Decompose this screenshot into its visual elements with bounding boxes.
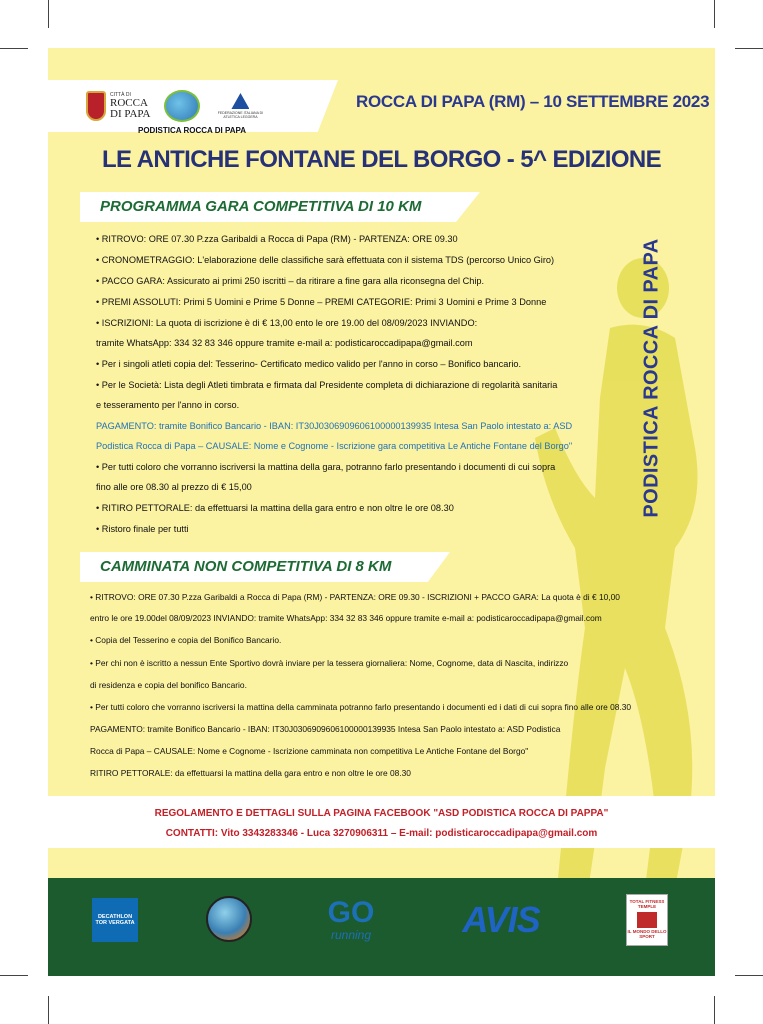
podistica-logo-icon — [164, 90, 200, 122]
flyer-page — [48, 48, 715, 976]
detail-line: entro le ore 19.00del 08/09/2023 INVIANDO: tramite WhatsApp: 334 32 83 346 oppure tramite e-mail a: podisticaroccadipapa@gmail.com — [90, 613, 602, 623]
fidal-mark-icon — [231, 93, 249, 109]
crop-mark — [48, 996, 49, 1024]
fitness-label: TOTAL FITNESS TEMPLE — [629, 899, 665, 910]
facebook-rules-line: REGOLAMENTO E DETTAGLI SULLA PAGINA FACEBOOK "ASD PODISTICA ROCCA DI PAPPA" — [154, 808, 609, 819]
detail-line: • Per le Società: Lista degli Atleti timbrata e firmata dal Presidente completa di dichiarazione di regolarità sanitaria — [96, 380, 558, 390]
fitness-mark-icon — [637, 912, 657, 928]
round-sponsor-icon — [206, 896, 252, 942]
detail-line: • RITROVO: ORE 07.30 P.zza Garibaldi a Rocca di Papa (RM) - PARTENZA: ORE 09.30 — [96, 234, 458, 244]
detail-line: Rocca di Papa – CAUSALE: Nome e Cognome - Iscrizione camminata non competitiva Le Antiche Fontane del Borgo" — [90, 746, 529, 756]
decathlon-label: DECATHLON — [97, 914, 133, 920]
decathlon-sub-label: TOR VERGATA — [95, 920, 135, 926]
go-label: GO — [327, 896, 375, 929]
city-name-2: DI PAPA — [110, 107, 151, 120]
podistica-label: PODISTICA ROCCA DI PAPA — [138, 126, 247, 135]
sponsor-strip — [48, 878, 715, 976]
crop-mark — [714, 996, 715, 1024]
detail-line: • Per i singoli atleti copia del: Tesserino- Certificato medico valido per l'anno in corso – Bonifico bancario. — [96, 359, 522, 369]
crop-mark — [0, 975, 28, 976]
competitive-title: PROGRAMMA GARA COMPETITIVA DI 10 KM — [100, 198, 422, 215]
detail-line: di residenza e copia del bonifico Bancario. — [90, 680, 247, 690]
fidal-logo — [214, 93, 266, 119]
payment-line: PAGAMENTO: tramite Bonifico Bancario - IBAN: IT30J0306909606100000139935 Intesa San Paolo intestato a: ASD — [96, 421, 573, 431]
fidal-text: FEDERAZIONE ITALIANA DI ATLETICA LEGGERA — [217, 111, 264, 119]
city-small-label: CITTÀ DI — [110, 91, 131, 98]
main-title: LE ANTICHE FONTANE DEL BORGO - 5^ EDIZIONE — [101, 146, 662, 173]
contacts-line: CONTATTI: Vito 3343283346 - Luca 3270906311 – E-mail: podisticaroccadipapa@gmail.com — [165, 828, 598, 839]
crop-mark — [735, 975, 763, 976]
crop-mark — [48, 0, 49, 28]
detail-line: • Per tutti coloro che vorranno iscriversi la mattina della camminata potranno farlo presentando i documenti ed i dati di cui sopra fino alle ore 08.30 — [90, 702, 632, 712]
logos-row — [86, 84, 266, 128]
running-label: running — [330, 928, 372, 942]
city-crest-icon — [86, 91, 106, 121]
detail-line: • Per tutti coloro che vorranno iscriversi la mattina della gara, potranno farlo presentando i documenti di cui sopra — [96, 462, 556, 472]
fitness-sub-label: IL MONDO DELLO SPORT — [627, 929, 667, 939]
city-name-1: ROCCA — [110, 96, 148, 109]
crop-mark — [735, 48, 763, 49]
detail-line: • Copia del Tesserino e copia del Bonifico Bancario. — [90, 635, 282, 645]
detail-line: • RITIRO PETTORALE: da effettuarsi la mattina della gara entro e non oltre le ore 08.30 — [96, 503, 454, 513]
detail-line: tramite WhatsApp: 334 32 83 346 oppure tramite e-mail a: podisticaroccadipapa@gmail.com — [96, 338, 473, 348]
detail-line: RITIRO PETTORALE: da effettuarsi la mattina della gara entro e non oltre le ore 08.30 — [90, 768, 411, 778]
detail-line: • RITROVO: ORE 07.30 P.zza Garibaldi a Rocca di Papa (RM) - PARTENZA: ORE 09.30 - ISCRIZIONI + PACCO GARA: La quota è di € 10,00 — [90, 592, 620, 602]
event-date-title: ROCCA DI PAPA (RM) – 10 SETTEMBRE 2023 — [356, 92, 710, 111]
detail-line: • PREMI ASSOLUTI: Primi 5 Uomini e Prime 5 Donne – PREMI CATEGORIE: Primi 3 Uomini e Prime 3 Donne — [96, 297, 547, 307]
decathlon-logo — [92, 898, 138, 942]
city-logo — [86, 91, 150, 121]
detail-line: fino alle ore 08.30 al prezzo di € 15,00 — [96, 482, 252, 492]
avis-logo: AVIS — [462, 899, 540, 940]
crop-mark — [0, 48, 28, 49]
detail-line: e tesseramento per l'anno in corso. — [96, 400, 240, 410]
footer-info-panel — [48, 796, 715, 848]
vertical-club-title: PODISTICA ROCCA DI PAPA — [640, 238, 663, 518]
detail-line: PAGAMENTO: tramite Bonifico Bancario - IBAN: IT30J0306909606100000139935 Intesa San Paolo intestato a: ASD Podistica — [90, 724, 561, 734]
fitness-temple-logo — [626, 894, 668, 946]
detail-line: • Per chi non è iscritto a nessun Ente Sportivo dovrà inviare per la tessera giornaliera: Nome, Cognome, data di Nascita, indirizzo — [90, 658, 569, 668]
go-running-logo — [316, 890, 386, 950]
detail-line: • CRONOMETRAGGIO: L'elaborazione delle classifiche sarà effettuata con il sistema TDS (percorso Unico Giro) — [96, 255, 555, 265]
walk-title: CAMMINATA NON COMPETITIVA DI 8 KM — [100, 558, 392, 575]
detail-line: • Ristoro finale per tutti — [96, 524, 189, 534]
detail-line: • ISCRIZIONI: La quota di iscrizione è di € 13,00 ento le ore 19.00 del 08/09/2023 INVIANDO: — [96, 318, 478, 328]
detail-line: • PACCO GARA: Assicurato ai primi 250 iscritti – da ritirare a fine gara alla riconsegna del Chip. — [96, 276, 485, 286]
crop-mark — [714, 0, 715, 28]
payment-line: Podistica Rocca di Papa – CAUSALE: Nome e Cognome - Iscrizione gara competitiva Le Antiche Fontane del Borgo" — [96, 441, 573, 451]
